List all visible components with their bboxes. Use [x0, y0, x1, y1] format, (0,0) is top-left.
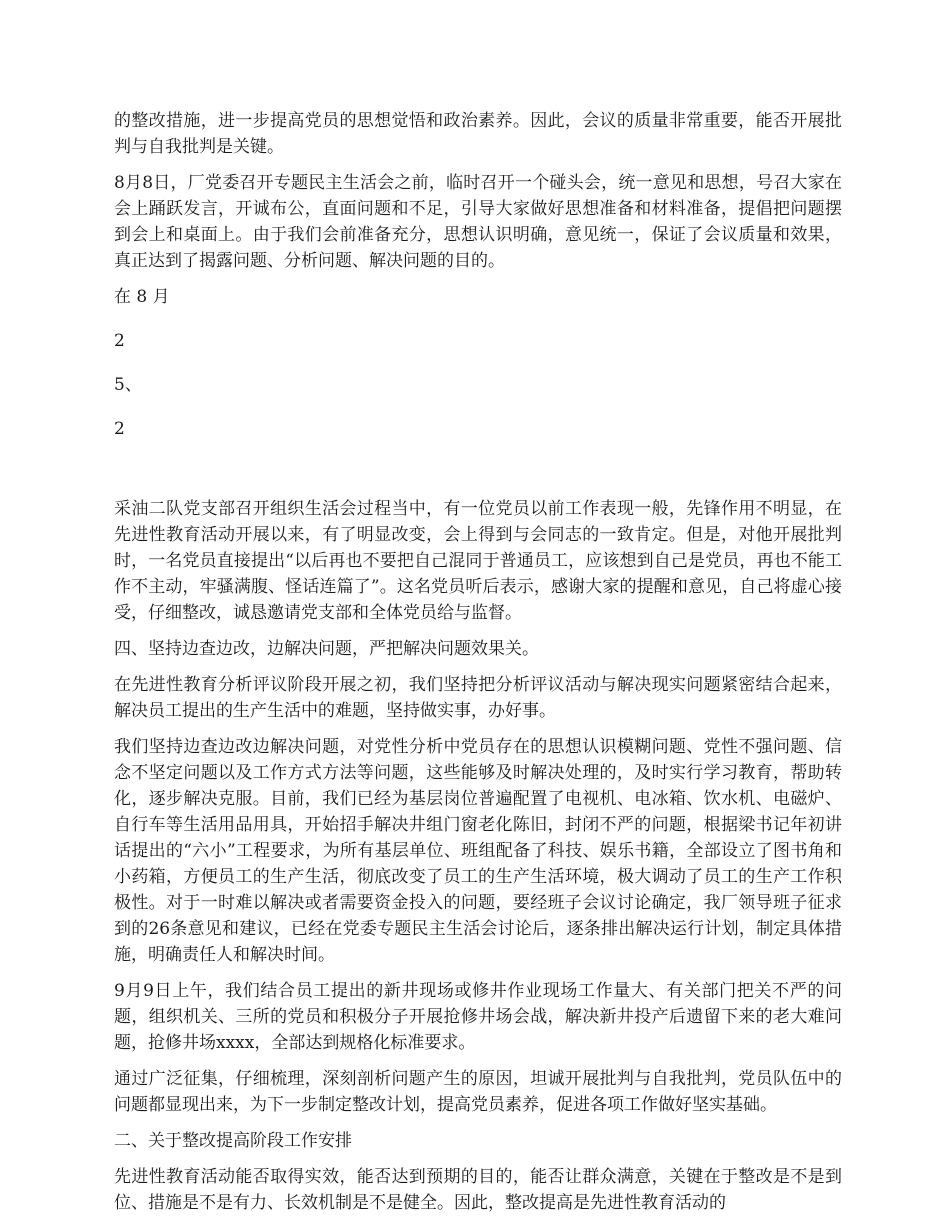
fragment-line-2: 2	[114, 331, 125, 351]
section-heading-2: 二、关于整改提高阶段工作安排	[114, 1131, 352, 1151]
paragraph-7: 通过广泛征集，仔细梳理，深刻剖析问题产生的原因，坦诚开展批判与自我批判，党员队伍中的问题都显现出来，为下一步制定整改计划，提高党员素养，促进各项工作做好坚实基础。	[114, 1069, 842, 1115]
paragraph-2: 8月8日，厂党委召开专题民主生活会之前，临时召开一个碰头会，统一意见和思想，号召大家在会上踊跃发言，开诚布公，直面问题和不足，引导大家做好思想准备和材料准备，提倡把问题摆到会上和桌面上。由于我们会前准备充分，思想认识明确，意见统一，保证了会议质量和效果，真正达到了揭露问题、分析问题、解决问题的目的。	[114, 173, 842, 271]
paragraph-6: 9月9日上午，我们结合员工提出的新井现场或修井作业现场工作量大、有关部门把关不严的问题，组织机关、三所的党员和积极分子开展抢修井场会战，解决新井投产后遗留下来的老大难问题，抢修井场xxxx，全部达到规格化标准要求。	[114, 981, 842, 1053]
section-heading-4: 四、坚持边查边改，边解决问题，严把解决问题效果关。	[114, 639, 539, 659]
blank-gap	[114, 460, 842, 496]
fragment-line-4: 2	[114, 419, 125, 439]
paragraph-8: 先进性教育活动能否取得实效，能否达到预期的目的，能否让群众满意，关键在于整改是不是到位、措施是不是有力、长效机制是不是健全。因此，整改提高是先进性教育活动的	[114, 1167, 842, 1213]
paragraph-5: 我们坚持边查边改边解决问题，对党性分析中党员存在的思想认识模糊问题、党性不强问题、信念不坚定问题以及工作方式方法等问题，这些能够及时解决处理的，及时实行学习教育，帮助转化，逐步解决克服。目前，我们已经为基层岗位普遍配置了电视机、电冰箱、饮水机、电磁炉、自行车等生活用品用具，开始招手解决井组门窗老化陈旧，封闭不严的问题，根据梁书记年初讲话提出的“六小”工程要求，为所有基层单位、班组配备了科技、娱乐书籍，全部设立了图书角和小药箱，方便员工的生产生活，彻底改变了员工的生产生活环境，极大调动了员工的生产工作积极性。对于一时难以解决或者需要资金投入的问题，要经班子会议讨论确定，我厂领导班子征求到的26条意见和建议，已经在党委专题民主生活会讨论后，逐条排出解决运行计划，制定具体措施，明确责任人和解决时间。	[114, 737, 842, 965]
paragraph-4: 在先进性教育分析评议阶段开展之初，我们坚持把分析评议活动与解决现实问题紧密结合起来，解决员工提出的生产生活中的难题，坚持做实事，办好事。	[114, 675, 842, 721]
paragraph-1: 的整改措施，进一步提高党员的思想觉悟和政治素养。因此，会议的质量非常重要，能否开展批判与自我批判是关键。	[114, 111, 842, 157]
paragraph-3: 采油二队党支部召开组织生活会过程当中，有一位党员以前工作表现一般，先锋作用不明显，在先进性教育活动开展以来，有了明显改变，会上得到与会同志的一致肯定。但是，对他开展批判时，一名党员直接提出“以后再也不要把自己混同于普通员工，应该想到自己是党员，再也不能工作不主动，牢骚满腹、怪话连篇了”。这名党员听后表示，感谢大家的提醒和意见，自己将虚心接受，仔细整改，诚恳邀请党支部和全体党员给与监督。	[114, 499, 842, 623]
fragment-line-3: 5、	[114, 375, 142, 395]
document-page	[114, 108, 842, 1226]
fragment-line-1: 在 8 月	[114, 287, 170, 307]
